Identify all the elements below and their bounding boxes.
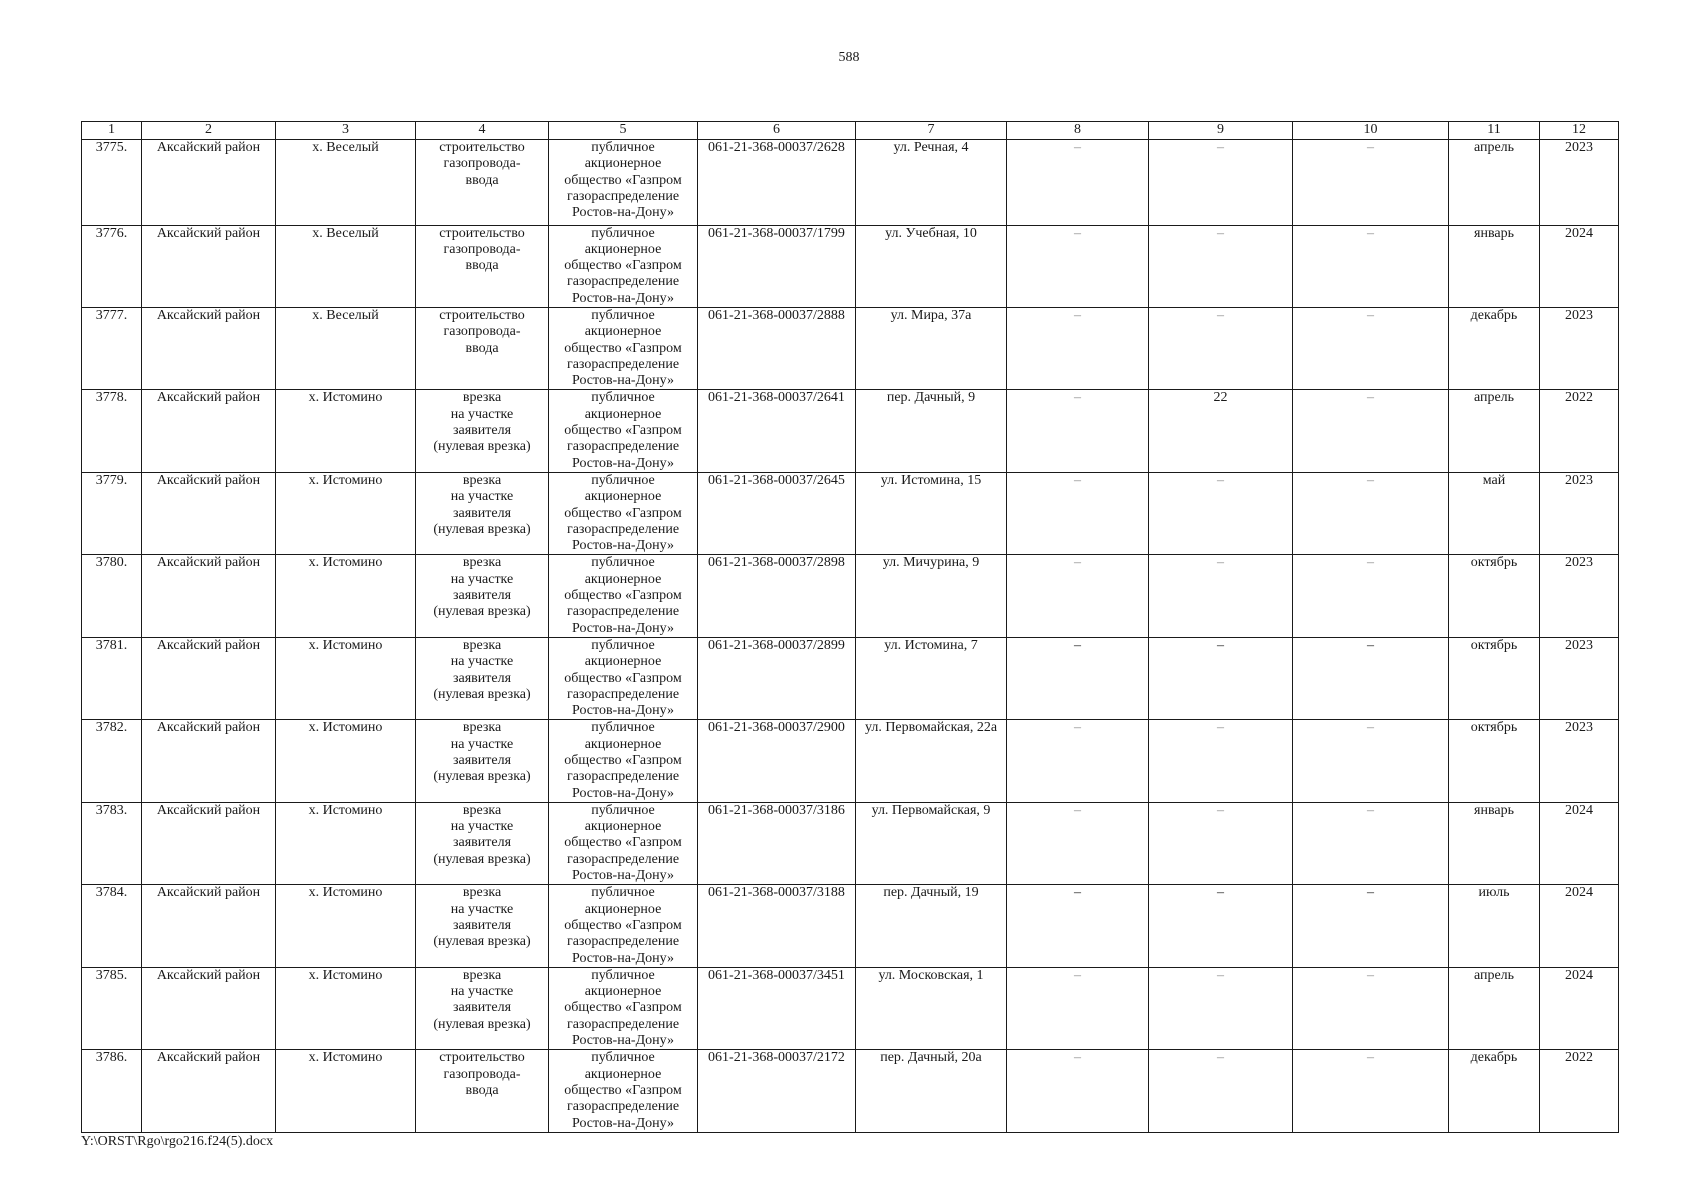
table-row	[82, 140, 1619, 226]
cell-month: май	[1449, 472, 1540, 554]
cell-work-type: врезка на участке заявителя (нулевая врезка)	[416, 967, 549, 1049]
cell-locality: х. Истомино	[276, 967, 416, 1049]
cell-col-10: –	[1293, 885, 1449, 967]
column-header: 4	[416, 122, 549, 140]
cell-district: Аксайский район	[142, 555, 276, 637]
cell-col-8: –	[1007, 885, 1149, 967]
cell-address: пер. Дачный, 20а	[856, 1050, 1007, 1132]
cell-col-10: –	[1293, 140, 1449, 226]
column-header: 2	[142, 122, 276, 140]
cell-month: декабрь	[1449, 307, 1540, 389]
cell-cadastral-number: 061-21-368-00037/3188	[698, 885, 856, 967]
cell-owner: публичное акционерное общество «Газпром газораспределение Ростов-на-Дону»	[549, 225, 698, 307]
cell-locality: х. Истомино	[276, 720, 416, 802]
cell-col-8: –	[1007, 225, 1149, 307]
cell-work-type: врезка на участке заявителя (нулевая врезка)	[416, 472, 549, 554]
cell-address: пер. Дачный, 9	[856, 390, 1007, 472]
table-row	[82, 1050, 1619, 1132]
cell-locality: х. Истомино	[276, 472, 416, 554]
cell-col-9: –	[1149, 472, 1293, 554]
cell-district: Аксайский район	[142, 307, 276, 389]
cell-work-type: строительство газопровода- ввода	[416, 140, 549, 226]
cell-year: 2024	[1540, 885, 1619, 967]
cell-row-number: 3781.	[82, 637, 142, 719]
cell-locality: х. Веселый	[276, 307, 416, 389]
cell-col-9: –	[1149, 720, 1293, 802]
cell-locality: х. Истомино	[276, 555, 416, 637]
cell-address: ул. Истомина, 7	[856, 637, 1007, 719]
cell-address: ул. Московская, 1	[856, 967, 1007, 1049]
cell-col-8: –	[1007, 720, 1149, 802]
cell-col-10: –	[1293, 307, 1449, 389]
cell-row-number: 3776.	[82, 225, 142, 307]
cell-cadastral-number: 061-21-368-00037/2628	[698, 140, 856, 226]
cell-cadastral-number: 061-21-368-00037/1799	[698, 225, 856, 307]
cell-col-9: –	[1149, 555, 1293, 637]
cell-month: апрель	[1449, 390, 1540, 472]
cell-row-number: 3782.	[82, 720, 142, 802]
cell-year: 2022	[1540, 1050, 1619, 1132]
cell-district: Аксайский район	[142, 637, 276, 719]
cell-month: январь	[1449, 802, 1540, 884]
cell-month: октябрь	[1449, 720, 1540, 802]
cell-col-9: –	[1149, 802, 1293, 884]
cell-month: декабрь	[1449, 1050, 1540, 1132]
cell-cadastral-number: 061-21-368-00037/2888	[698, 307, 856, 389]
cell-owner: публичное акционерное общество «Газпром газораспределение Ростов-на-Дону»	[549, 1050, 698, 1132]
header-row	[82, 122, 1619, 140]
cell-cadastral-number: 061-21-368-00037/3451	[698, 967, 856, 1049]
cell-work-type: врезка на участке заявителя (нулевая врезка)	[416, 885, 549, 967]
cell-address: ул. Речная, 4	[856, 140, 1007, 226]
column-header: 7	[856, 122, 1007, 140]
cell-district: Аксайский район	[142, 390, 276, 472]
cell-row-number: 3780.	[82, 555, 142, 637]
cell-row-number: 3785.	[82, 967, 142, 1049]
table-row	[82, 720, 1619, 802]
table-row	[82, 307, 1619, 389]
cell-cadastral-number: 061-21-368-00037/3186	[698, 802, 856, 884]
table-row	[82, 555, 1619, 637]
cell-district: Аксайский район	[142, 1050, 276, 1132]
table-row	[82, 885, 1619, 967]
column-header: 3	[276, 122, 416, 140]
cell-col-10: –	[1293, 555, 1449, 637]
table-row	[82, 967, 1619, 1049]
table-row	[82, 472, 1619, 554]
cell-owner: публичное акционерное общество «Газпром газораспределение Ростов-на-Дону»	[549, 390, 698, 472]
cell-col-8: –	[1007, 1050, 1149, 1132]
cell-owner: публичное акционерное общество «Газпром газораспределение Ростов-на-Дону»	[549, 885, 698, 967]
cell-col-9: –	[1149, 637, 1293, 719]
cell-row-number: 3779.	[82, 472, 142, 554]
cell-cadastral-number: 061-21-368-00037/2899	[698, 637, 856, 719]
column-header: 5	[549, 122, 698, 140]
cell-district: Аксайский район	[142, 720, 276, 802]
table-row	[82, 637, 1619, 719]
cell-locality: х. Веселый	[276, 140, 416, 226]
cell-col-10: –	[1293, 1050, 1449, 1132]
cell-col-8: –	[1007, 967, 1149, 1049]
cell-work-type: строительство газопровода- ввода	[416, 225, 549, 307]
cell-row-number: 3786.	[82, 1050, 142, 1132]
cell-owner: публичное акционерное общество «Газпром газораспределение Ростов-на-Дону»	[549, 967, 698, 1049]
table-row	[82, 390, 1619, 472]
cell-col-8: –	[1007, 637, 1149, 719]
cell-address: ул. Первомайская, 9	[856, 802, 1007, 884]
cell-col-10: –	[1293, 967, 1449, 1049]
cell-locality: х. Истомино	[276, 802, 416, 884]
column-header: 1	[82, 122, 142, 140]
cell-address: ул. Мира, 37а	[856, 307, 1007, 389]
cell-year: 2024	[1540, 967, 1619, 1049]
cell-col-9: –	[1149, 225, 1293, 307]
cell-year: 2024	[1540, 802, 1619, 884]
cell-cadastral-number: 061-21-368-00037/2641	[698, 390, 856, 472]
column-header: 11	[1449, 122, 1540, 140]
cell-year: 2022	[1540, 390, 1619, 472]
column-header: 12	[1540, 122, 1619, 140]
cell-col-9: –	[1149, 140, 1293, 226]
cell-month: октябрь	[1449, 637, 1540, 719]
cell-cadastral-number: 061-21-368-00037/2645	[698, 472, 856, 554]
cell-col-10: –	[1293, 637, 1449, 719]
table-row	[82, 802, 1619, 884]
cell-address: пер. Дачный, 19	[856, 885, 1007, 967]
cell-owner: публичное акционерное общество «Газпром газораспределение Ростов-на-Дону»	[549, 555, 698, 637]
cell-col-10: –	[1293, 390, 1449, 472]
cell-work-type: врезка на участке заявителя (нулевая врезка)	[416, 555, 549, 637]
cell-locality: х. Истомино	[276, 390, 416, 472]
column-header: 8	[1007, 122, 1149, 140]
cell-district: Аксайский район	[142, 885, 276, 967]
cell-cadastral-number: 061-21-368-00037/2898	[698, 555, 856, 637]
cell-col-9: –	[1149, 307, 1293, 389]
cell-year: 2023	[1540, 637, 1619, 719]
cell-row-number: 3783.	[82, 802, 142, 884]
cell-col-8: –	[1007, 307, 1149, 389]
cell-row-number: 3775.	[82, 140, 142, 226]
cell-year: 2023	[1540, 307, 1619, 389]
cell-year: 2024	[1540, 225, 1619, 307]
cell-address: ул. Первомайская, 22а	[856, 720, 1007, 802]
cell-col-10: –	[1293, 720, 1449, 802]
cell-row-number: 3784.	[82, 885, 142, 967]
cell-address: ул. Мичурина, 9	[856, 555, 1007, 637]
cell-row-number: 3777.	[82, 307, 142, 389]
cell-owner: публичное акционерное общество «Газпром газораспределение Ростов-на-Дону»	[549, 637, 698, 719]
cell-month: апрель	[1449, 140, 1540, 226]
column-header: 9	[1149, 122, 1293, 140]
cell-owner: публичное акционерное общество «Газпром газораспределение Ростов-на-Дону»	[549, 472, 698, 554]
cell-locality: х. Истомино	[276, 885, 416, 967]
column-header: 10	[1293, 122, 1449, 140]
cell-col-8: –	[1007, 140, 1149, 226]
column-header: 6	[698, 122, 856, 140]
cell-district: Аксайский район	[142, 472, 276, 554]
cell-col-8: –	[1007, 472, 1149, 554]
cell-month: июль	[1449, 885, 1540, 967]
table-row	[82, 225, 1619, 307]
cell-col-9: –	[1149, 885, 1293, 967]
cell-locality: х. Истомино	[276, 637, 416, 719]
cell-year: 2023	[1540, 472, 1619, 554]
cell-col-10: –	[1293, 802, 1449, 884]
cell-month: октябрь	[1449, 555, 1540, 637]
cell-cadastral-number: 061-21-368-00037/2900	[698, 720, 856, 802]
cell-owner: публичное акционерное общество «Газпром газораспределение Ростов-на-Дону»	[549, 307, 698, 389]
cell-work-type: врезка на участке заявителя (нулевая врезка)	[416, 637, 549, 719]
cell-work-type: врезка на участке заявителя (нулевая врезка)	[416, 390, 549, 472]
cell-col-8: –	[1007, 802, 1149, 884]
cell-address: ул. Учебная, 10	[856, 225, 1007, 307]
cell-owner: публичное акционерное общество «Газпром газораспределение Ростов-на-Дону»	[549, 720, 698, 802]
cell-district: Аксайский район	[142, 967, 276, 1049]
cell-work-type: врезка на участке заявителя (нулевая врезка)	[416, 802, 549, 884]
cell-col-9: 22	[1149, 390, 1293, 472]
cell-col-9: –	[1149, 1050, 1293, 1132]
cell-col-8: –	[1007, 390, 1149, 472]
cell-month: апрель	[1449, 967, 1540, 1049]
cell-district: Аксайский район	[142, 140, 276, 226]
cell-work-type: строительство газопровода- ввода	[416, 1050, 549, 1132]
cell-col-10: –	[1293, 472, 1449, 554]
cell-owner: публичное акционерное общество «Газпром газораспределение Ростов-на-Дону»	[549, 140, 698, 226]
page-number: 588	[838, 50, 860, 65]
cell-owner: публичное акционерное общество «Газпром газораспределение Ростов-на-Дону»	[549, 802, 698, 884]
cell-work-type: врезка на участке заявителя (нулевая врезка)	[416, 720, 549, 802]
cell-locality: х. Истомино	[276, 1050, 416, 1132]
cell-year: 2023	[1540, 555, 1619, 637]
cell-row-number: 3778.	[82, 390, 142, 472]
cell-year: 2023	[1540, 140, 1619, 226]
table-body	[82, 140, 1619, 1133]
cell-locality: х. Веселый	[276, 225, 416, 307]
footer-file-path: Y:\ORST\Rgo\rgo216.f24(5).docx	[81, 1134, 274, 1149]
cell-district: Аксайский район	[142, 802, 276, 884]
cell-address: ул. Истомина, 15	[856, 472, 1007, 554]
cell-work-type: строительство газопровода- ввода	[416, 307, 549, 389]
gas-connection-table	[81, 121, 1619, 1133]
cell-year: 2023	[1540, 720, 1619, 802]
cell-col-8: –	[1007, 555, 1149, 637]
cell-month: январь	[1449, 225, 1540, 307]
cell-col-9: –	[1149, 967, 1293, 1049]
cell-col-10: –	[1293, 225, 1449, 307]
cell-district: Аксайский район	[142, 225, 276, 307]
cell-cadastral-number: 061-21-368-00037/2172	[698, 1050, 856, 1132]
